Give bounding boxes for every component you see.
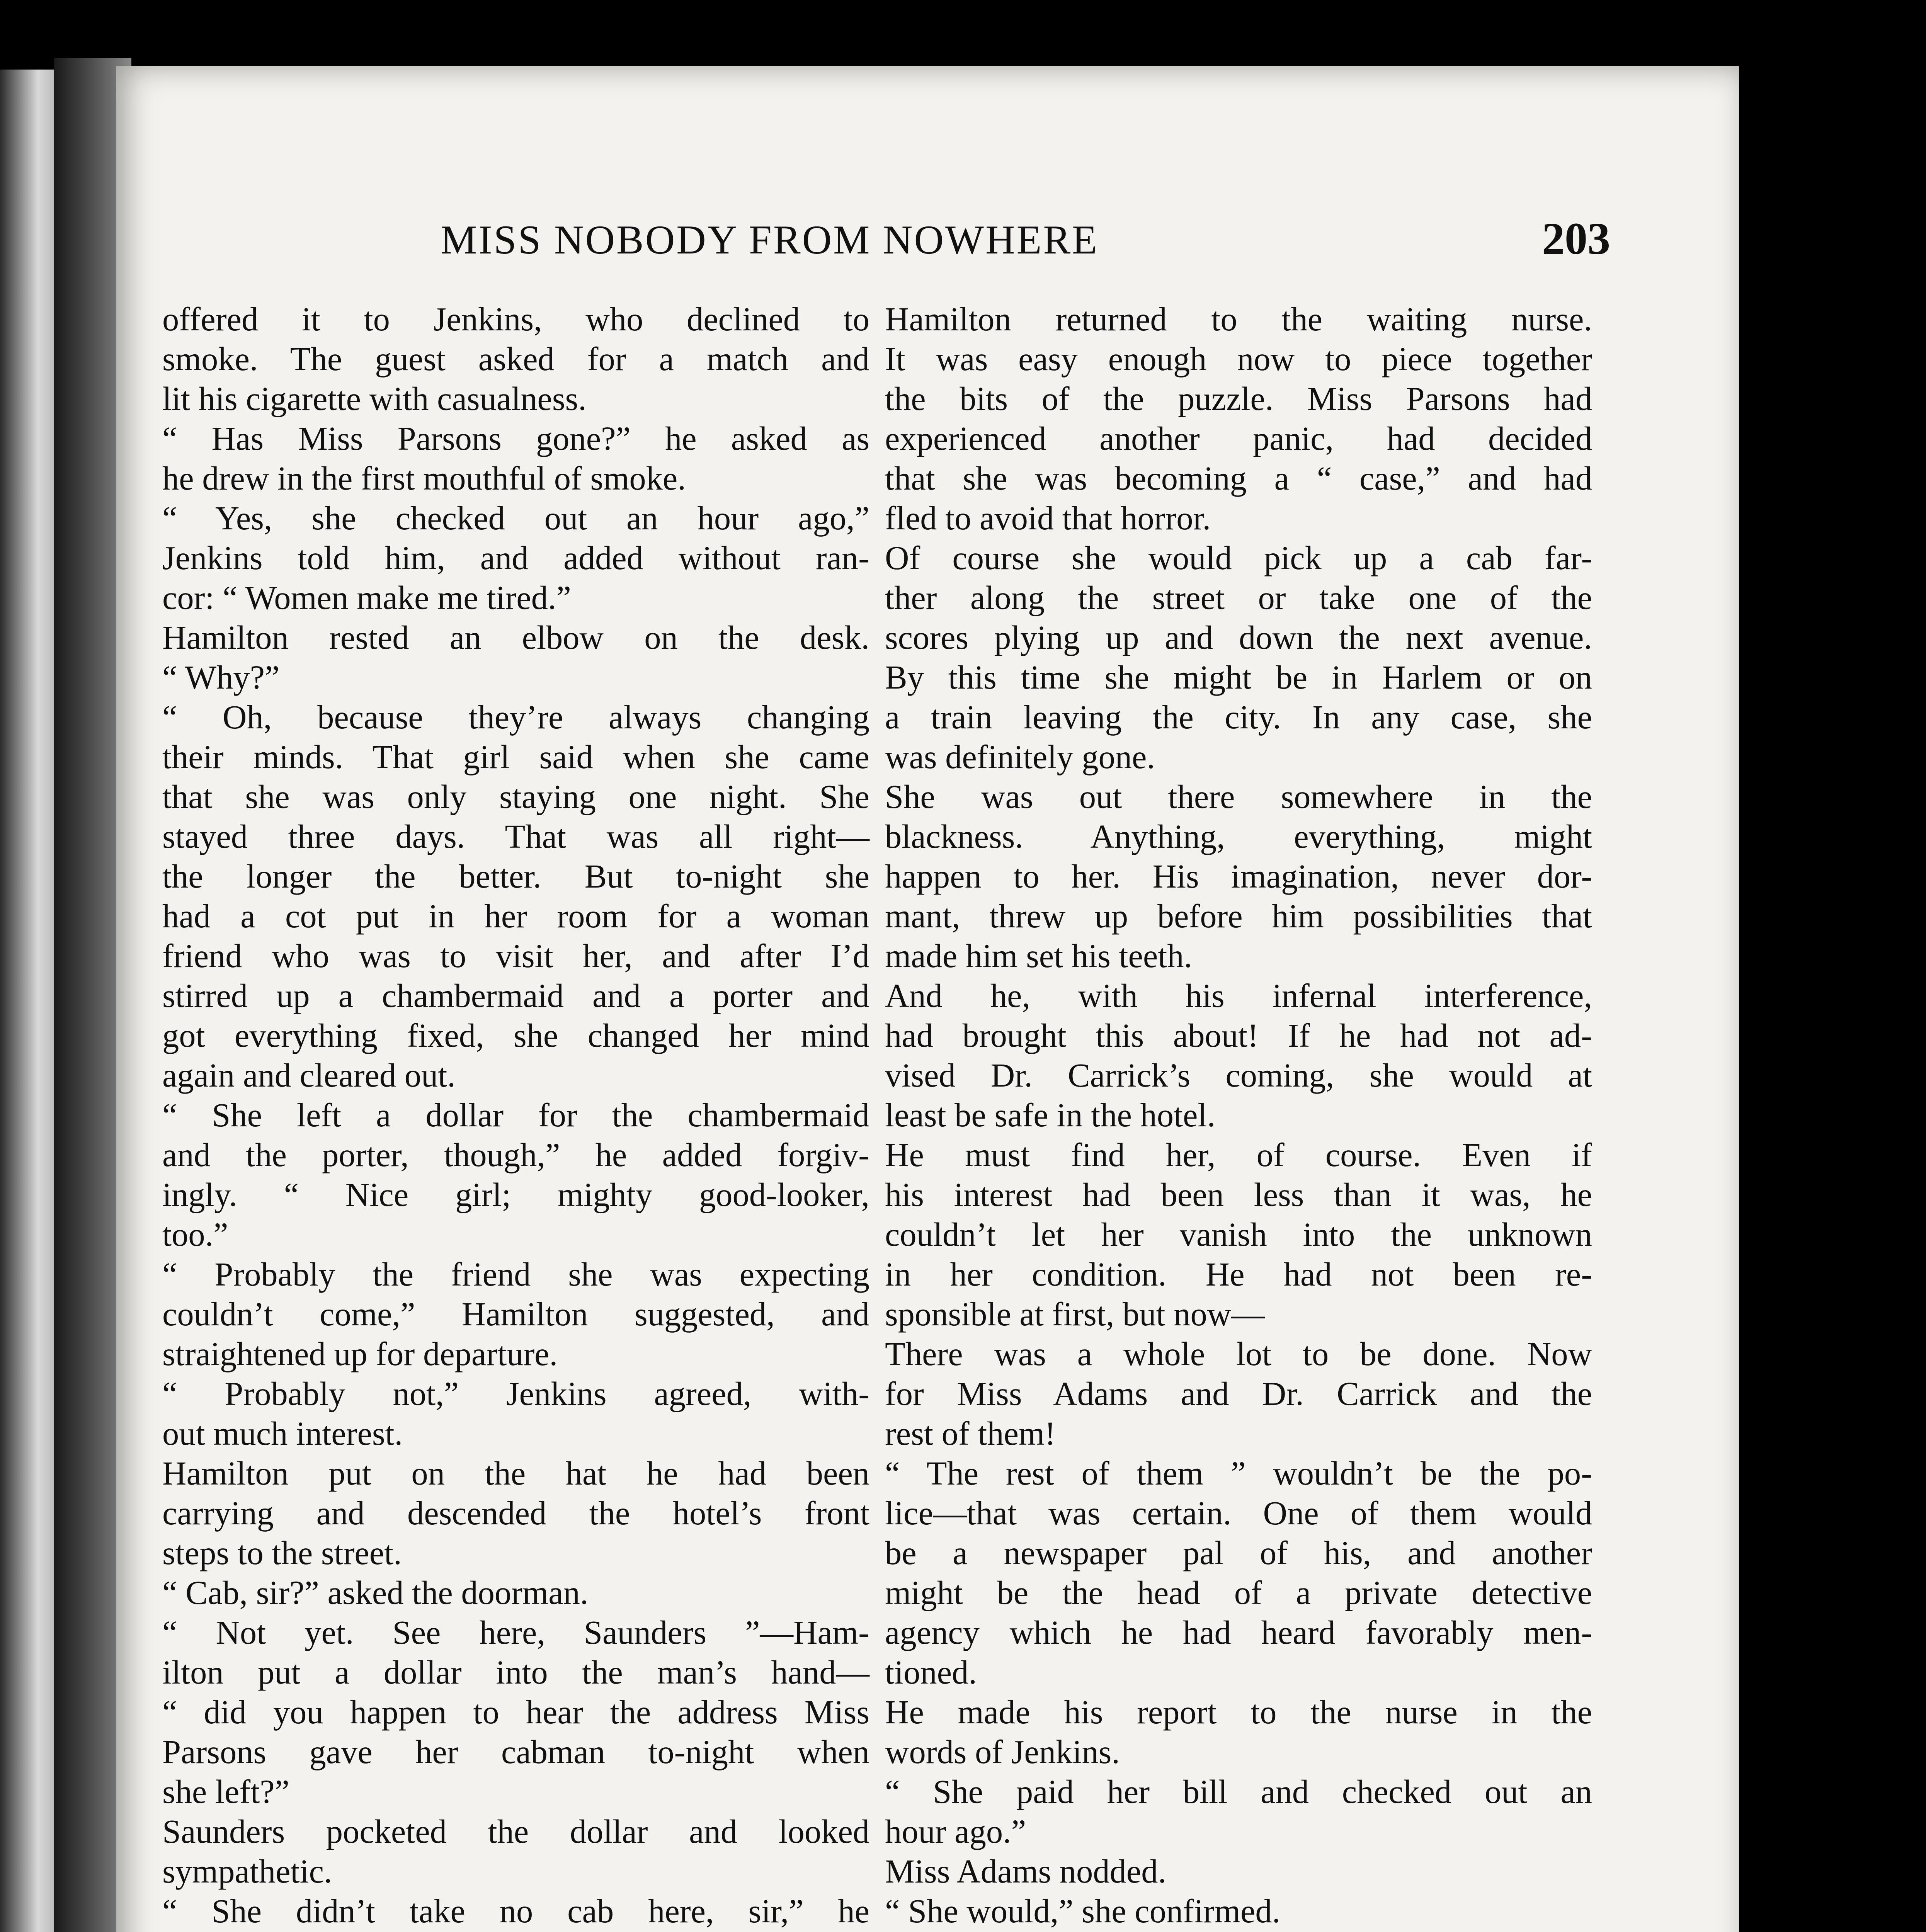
text-line: ther along the street or take one of the [885, 579, 1592, 616]
text-line: couldn’t come,” Hamilton suggested, and [162, 1296, 869, 1333]
text-line: Saunders pocketed the dollar and looked [162, 1813, 869, 1850]
text-line: Hamilton put on the hat he had been [162, 1455, 869, 1492]
text-line: “ She paid her bill and checked out an [885, 1773, 1592, 1810]
page-number: 203 [1542, 213, 1610, 264]
text-line: couldn’t let her vanish into the unknown [885, 1216, 1592, 1253]
text-line: “ did you happen to hear the address Miss [162, 1694, 869, 1731]
text-line: It was easy enough now to piece together [885, 340, 1592, 378]
text-line: “ She left a dollar for the chambermaid [162, 1097, 869, 1134]
text-line: There was a whole lot to be done. Now [885, 1335, 1592, 1372]
text-line: hour ago.” [885, 1813, 1026, 1850]
text-line: he drew in the first mouthful of smoke. [162, 460, 686, 497]
text-line: ilton put a dollar into the man’s hand— [162, 1654, 869, 1691]
text-line: smoke. The guest asked for a match and [162, 340, 869, 378]
text-line: ingly. “ Nice girl; mighty good-looker, [162, 1176, 869, 1213]
text-line: Jenkins told him, and added without ran- [162, 539, 869, 577]
text-line: He made his report to the nurse in the [885, 1694, 1592, 1731]
facing-page-edge [0, 70, 54, 1932]
text-line: words of Jenkins. [885, 1733, 1120, 1770]
text-line: cor: “ Women make me tired.” [162, 579, 571, 616]
text-line: experienced another panic, had decided [885, 420, 1592, 457]
text-line: least be safe in the hotel. [885, 1097, 1216, 1134]
text-line: Miss Adams nodded. [885, 1853, 1167, 1890]
text-line: out much interest. [162, 1415, 403, 1452]
text-line: lit his cigarette with casualness. [162, 380, 587, 417]
text-line: She was out there somewhere in the [885, 778, 1592, 815]
running-title: MISS NOBODY FROM NOWHERE [441, 217, 1099, 262]
text-line: made him set his teeth. [885, 937, 1193, 975]
text-line: straightened up for departure. [162, 1335, 558, 1372]
text-line: blackness. Anything, everything, might [885, 818, 1592, 855]
text-line: fled to avoid that horror. [885, 500, 1211, 537]
text-line: had a cot put in her room for a woman [162, 898, 869, 935]
text-line: Parsons gave her cabman to-night when [162, 1733, 869, 1770]
text-line: agency which he had heard favorably men- [885, 1614, 1592, 1651]
text-line: mant, threw up before him possibilities that [885, 898, 1592, 935]
text-line: be a newspaper pal of his, and another [885, 1534, 1592, 1571]
text-line: “ Has Miss Parsons gone?” he asked as [162, 420, 869, 457]
text-line: and the porter, though,” he added forgiv- [162, 1136, 869, 1173]
text-line: By this time she might be in Harlem or on [885, 659, 1592, 696]
text-line: “ She would,” she confirmed. [885, 1893, 1281, 1930]
text-line: “ Why?” [162, 659, 280, 696]
text-line: was definitely gone. [885, 738, 1155, 776]
text-line: Of course she would pick up a cab far- [885, 539, 1592, 577]
left-text-column [162, 299, 869, 1932]
text-line: lice—that was certain. One of them would [885, 1495, 1592, 1532]
text-line: friend who was to visit her, and after I’d [162, 937, 869, 975]
text-line: Hamilton returned to the waiting nurse. [885, 301, 1592, 338]
text-line: And he, with his infernal interference, [885, 977, 1592, 1014]
text-line: “ Yes, she checked out an hour ago,” [162, 500, 869, 537]
text-line: had brought this about! If he had not ad- [885, 1017, 1592, 1054]
text-line: “ The rest of them ” wouldn’t be the po- [885, 1455, 1592, 1492]
text-line: a train leaving the city. In any case, she [885, 699, 1592, 736]
text-line: their minds. That girl said when she came [162, 738, 869, 776]
text-line: too.” [162, 1216, 228, 1253]
text-line: for Miss Adams and Dr. Carrick and the [885, 1375, 1592, 1412]
text-line: “ Probably not,” Jenkins agreed, with- [162, 1375, 869, 1412]
text-line: tioned. [885, 1654, 977, 1691]
text-line: “ Oh, because they’re always changing [162, 699, 869, 736]
text-line: sponsible at first, but now— [885, 1296, 1265, 1333]
text-line: sympathetic. [162, 1853, 332, 1890]
text-line: she left?” [162, 1773, 289, 1810]
text-line: “ Cab, sir?” asked the doorman. [162, 1574, 589, 1611]
text-line: that she was only staying one night. She [162, 778, 869, 815]
right-text-column [885, 299, 1592, 1932]
text-line: in her condition. He had not been re- [885, 1256, 1592, 1293]
text-line: “ Not yet. See here, Saunders ”—Ham- [162, 1614, 869, 1651]
text-line: steps to the street. [162, 1534, 402, 1571]
text-line: again and cleared out. [162, 1057, 456, 1094]
text-line: “ Probably the friend she was expecting [162, 1256, 869, 1293]
text-line: might be the head of a private detective [885, 1574, 1592, 1611]
text-line: that she was becoming a “ case,” and had [885, 460, 1592, 497]
text-line: got everything fixed, she changed her mind [162, 1017, 869, 1054]
text-line: carrying and descended the hotel’s front [162, 1495, 869, 1532]
text-line: stayed three days. That was all right— [162, 818, 869, 855]
text-line: the bits of the puzzle. Miss Parsons had [885, 380, 1592, 417]
text-line: his interest had been less than it was, he [885, 1176, 1592, 1213]
text-line: stirred up a chambermaid and a porter and [162, 977, 869, 1014]
text-line: vised Dr. Carrick’s coming, she would at [885, 1057, 1592, 1094]
text-line: Hamilton rested an elbow on the desk. [162, 619, 869, 656]
text-line: rest of them! [885, 1415, 1056, 1452]
text-line: He must find her, of course. Even if [885, 1136, 1592, 1173]
text-line: “ She didn’t take no cab here, sir,” he [162, 1893, 869, 1930]
text-line: the longer the better. But to-night she [162, 858, 869, 895]
text-line: offered it to Jenkins, who declined to [162, 301, 869, 338]
text-line: happen to her. His imagination, never dor- [885, 858, 1592, 895]
text-line: scores plying up and down the next avenue. [885, 619, 1592, 656]
